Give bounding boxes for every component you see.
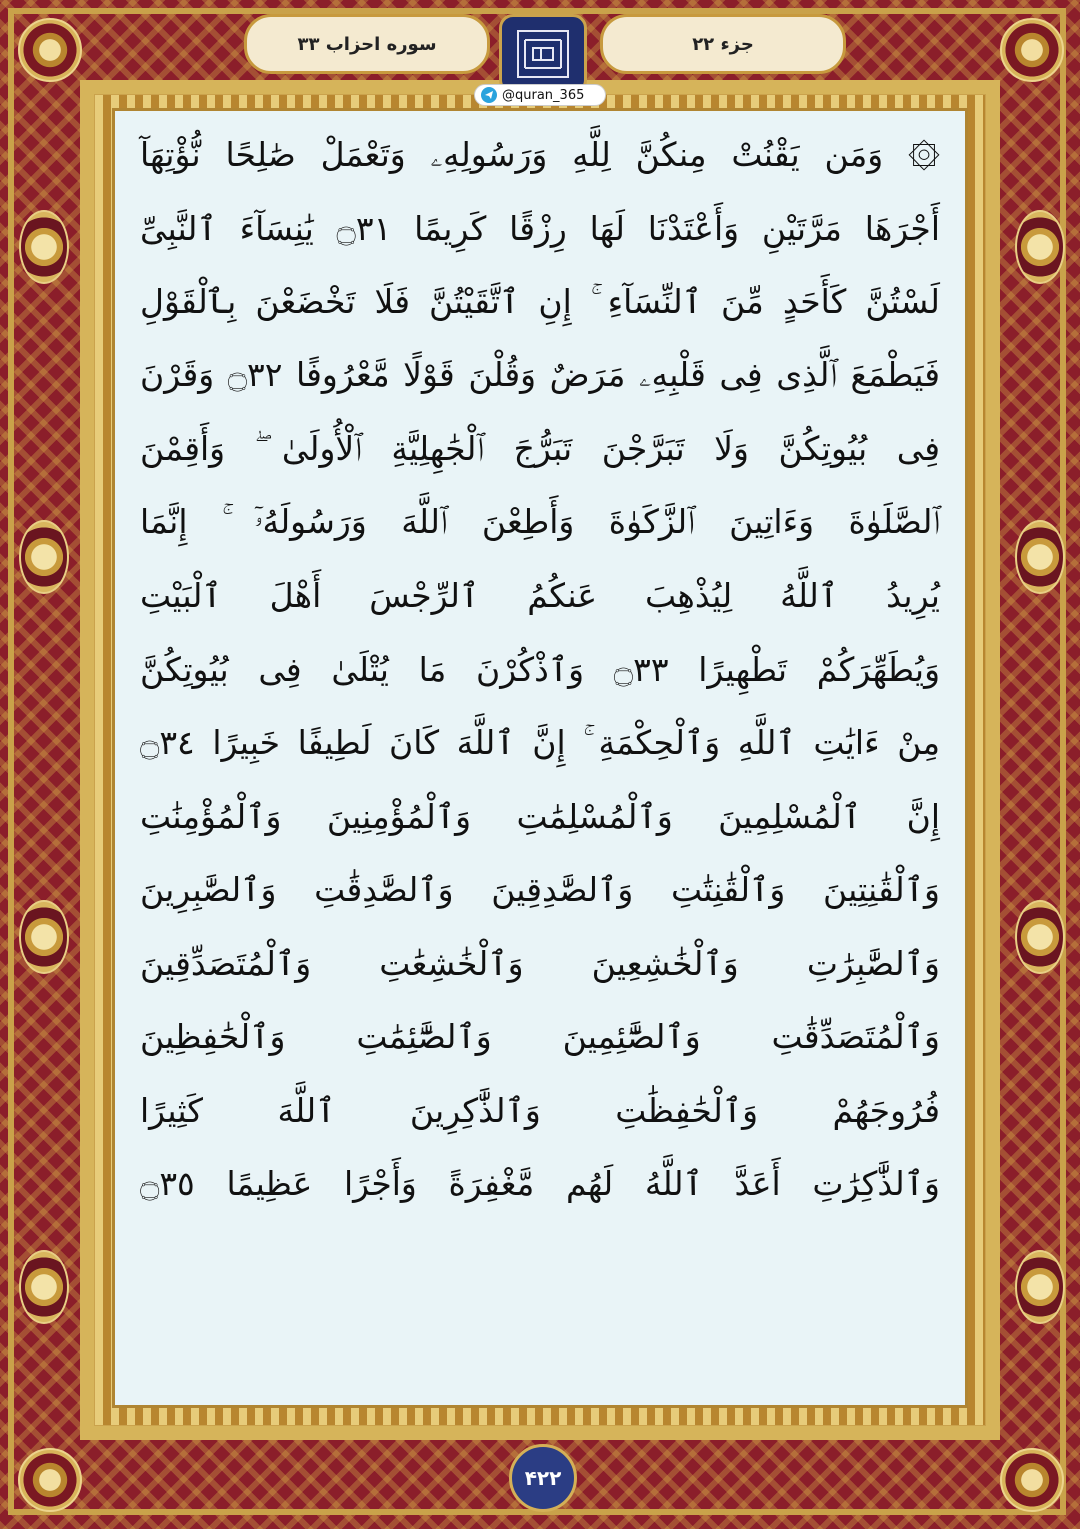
verse-line: لَسْتُنَّ كَأَحَدٍ مِّنَ ٱلنِّسَآءِ ۚ إِنِ ٱتَّقَيْتُنَّ فَلَا تَخْضَعْنَ بِٱلْقَوْلِ: [140, 281, 940, 321]
verse-line: وَٱلْمُتَصَدِّقَٰتِ وَٱلصَّٰٓئِمِينَ وَٱلصَّٰٓئِمَٰتِ وَٱلْحَٰفِظِينَ: [140, 1017, 940, 1057]
side-medallion-icon: [19, 520, 69, 594]
verse-line: ٱلصَّلَوٰةَ وَءَاتِينَ ٱلزَّكَوٰةَ وَأَطِعْنَ ٱللَّهَ وَرَسُولَهُۥٓ ۚ إِنَّمَا: [140, 502, 940, 542]
corner-medallion-icon: [1000, 18, 1064, 82]
verse-line: أَجْرَهَا مَرَّتَيْنِ وَأَعْتَدْنَا لَهَا رِزْقًا كَرِيمًا ۝٣١ يَٰنِسَآءَ ٱلنَّبِىِّ: [140, 208, 941, 248]
verse-line: يُرِيدُ ٱللَّهُ لِيُذْهِبَ عَنكُمُ ٱلرِّجْسَ أَهْلَ ٱلْبَيْتِ: [140, 576, 940, 616]
side-medallion-icon: [19, 1250, 69, 1324]
side-medallion-icon: [1015, 900, 1065, 974]
calligraphy-seal-icon: [499, 14, 587, 94]
verse-line: إِنَّ ٱلْمُسْلِمِينَ وَٱلْمُسْلِمَٰتِ وَٱلْمُؤْمِنِينَ وَٱلْمُؤْمِنَٰتِ: [140, 796, 940, 836]
corner-medallion-icon: [18, 18, 82, 82]
side-medallion-icon: [19, 900, 69, 974]
verse-line: فَيَطْمَعَ ٱلَّذِى فِى قَلْبِهِۦ مَرَضٌ وَقُلْنَ قَوْلًا مَّعْرُوفًا ۝٣٢ وَقَرْنَ: [140, 355, 940, 395]
telegram-icon: [481, 87, 497, 103]
channel-tag[interactable]: [474, 84, 606, 106]
verse-line: فِى بُيُوتِكُنَّ وَلَا تَبَرَّجْنَ تَبَرُّجَ ٱلْجَٰهِلِيَّةِ ٱلْأُولَىٰ ۖ وَأَقِمْنَ: [140, 428, 940, 468]
side-medallion-icon: [1015, 1250, 1065, 1324]
verse-line: فُرُوجَهُمْ وَٱلْحَٰفِظَٰتِ وَٱلذَّٰكِرِينَ ٱللَّهَ كَثِيرًا: [140, 1090, 940, 1130]
side-medallion-icon: [1015, 520, 1065, 594]
juz-label: جزء ۲۲: [600, 14, 846, 74]
verse-line: وَٱلْقَٰنِتِينَ وَٱلْقَٰنِتَٰتِ وَٱلصَّٰدِقِينَ وَٱلصَّٰدِقَٰتِ وَٱلصَّٰبِرِينَ: [140, 870, 940, 910]
side-medallion-icon: [19, 210, 69, 284]
side-medallion-icon: [1015, 210, 1065, 284]
verse-block: [140, 118, 940, 1221]
corner-medallion-icon: [1000, 1448, 1064, 1512]
corner-medallion-icon: [18, 1448, 82, 1512]
surah-label: سوره احزاب ۳۳: [244, 14, 490, 74]
verse-line: ۞ وَمَن يَقْنُتْ مِنكُنَّ لِلَّهِ وَرَسُولِهِۦ وَتَعْمَلْ صَٰلِحًا نُّؤْتِهَآ: [140, 134, 940, 174]
page-number: ۴۲۲: [509, 1444, 577, 1512]
verse-line: مِنْ ءَايَٰتِ ٱللَّهِ وَٱلْحِكْمَةِ ۚ إِنَّ ٱللَّهَ كَانَ لَطِيفًا خَبِيرًا ۝٣٤: [140, 722, 940, 762]
verse-line: وَٱلصَّٰبِرَٰتِ وَٱلْخَٰشِعِينَ وَٱلْخَٰشِعَٰتِ وَٱلْمُتَصَدِّقِينَ: [140, 943, 940, 983]
channel-handle: @quran_365: [502, 87, 585, 103]
verse-line: وَيُطَهِّرَكُمْ تَطْهِيرًا ۝٣٣ وَٱذْكُرْنَ مَا يُتْلَىٰ فِى بُيُوتِكُنَّ: [140, 649, 941, 689]
verse-line: وَٱلذَّٰكِرَٰتِ أَعَدَّ ٱللَّهُ لَهُم مَّغْفِرَةً وَأَجْرًا عَظِيمًا ۝٣٥: [140, 1164, 940, 1204]
